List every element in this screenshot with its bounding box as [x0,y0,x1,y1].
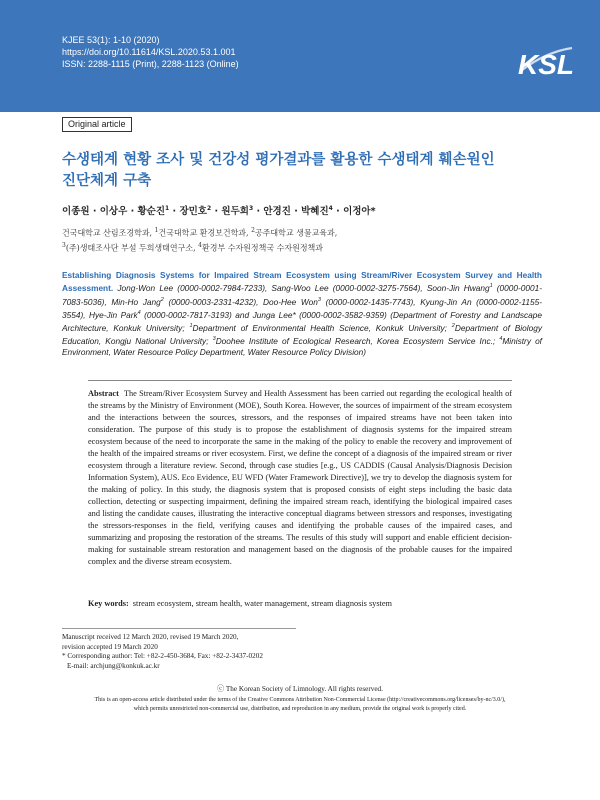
journal-citation: KJEE 53(1): 1-10 (2020) [62,35,160,45]
author-text: · 안경진 · 박혜진 [253,206,329,218]
footnote-email[interactable]: E-mail: archjung@konkuk.ac.kr [67,661,160,670]
author-text: · 장민호 [169,206,207,218]
license-notice [62,696,538,714]
footnote-received: Manuscript received 12 March 2020, revised 19 March 2020, [62,633,239,641]
keywords-text: stream ecosystem, stream health, water management, stream diagnosis system [132,599,392,608]
journal-issn: ISSN: 2288-1115 (Print), 2288-1123 (Online) [62,59,239,69]
keywords [88,598,512,610]
affiliation-mark: 4 [328,205,333,212]
article-type-label: Original article [62,117,132,132]
journal-meta [62,34,239,70]
copyright-notice: ⓒ The Korean Society of Limnology. All rights reserved. [217,685,383,693]
affiliation-mark: 3 [248,205,254,212]
keywords-label: Key words: [88,599,129,608]
author-text: 이종원 · 이상우 · 황순진 [62,206,166,218]
korean-title-line-2: 진단체계 구축 [62,173,152,189]
korean-title [62,150,542,192]
korean-title-line-1: 수생태계 현황 조사 및 건강성 평가결과를 활용한 수생태계 훼손원인 [62,152,495,168]
korean-affiliations [62,225,542,255]
affiliation-mark: 2 [207,205,212,212]
license-line-2: which permits unrestricted non-commercial use, distribution, and reproduction in any medium, provide the original work is properly cited. [133,706,467,712]
footnotes [62,633,362,671]
author-text: · 이정아* [332,206,376,218]
abstract-label: Abstract [88,389,119,398]
license-line-1: This is an open-access article distributed under the terms of the Creative Commons Attribution Non-Commercial License (http://creativecommons.org/licenses/by-nc/3.0/), [94,697,506,703]
affiliation-mark: 1 [165,205,170,212]
svg-text:KSL: KSL [518,49,574,80]
ksl-logo [518,40,574,84]
english-title-block: Establishing Diagnosis Systems for Impaired Stream Ecosystem using Stream/River Ecosystem Survey and Health Assessment. Jong-Won Lee (0000-0002-7984-7233), Sang-Woo Lee (0000-0002-3275-7564), Soon-Jin Hwang$^1$ (0000-0001-7083-5036), Min-Ho Jang$^2$ (0000-0003-2331-4232), Doo-Hee Won$^3$ (0000-0002-1435-7743), Kyung-Jin An (0000-0002-1155-3554), Hye-Jin Park$^4$ (0000-0002-7817-3193) and Junga Lee* (0000-0002-3582-9359) (Department of Forestry and Landscape Architecture, Konkuk University; $^1$Department of Environmental Health Science, Konkuk University; $^2$Department of Biology Education, Kongju National University; $^3$Doohee Institute of Ecological Research, Korea Ecosystem Service Inc.; $^4$Ministry of Environment, Water Resource Policy Department, Water Resource Policy Division) [62,270,542,358]
affiliation-line-1: 건국대학교 산림조경학과, $^1$건국대학교 환경보건학과, $^2$공주대학교 생물교육과, [62,227,338,238]
footnote-divider [62,628,296,629]
abstract [88,388,512,568]
abstract-divider [88,380,512,381]
footnote-accepted: revision accepted 19 March 2020 [62,642,158,651]
footnote-corresponding: * Corresponding author: Tel: +82-2-450-3684, Fax: +82-2-3437-0202 [62,652,263,661]
author-text: · 원두희 [211,206,249,218]
abstract-text: The Stream/River Ecosystem Survey and Health Assessment has been carried out regarding the ecological health of the streams by the Ministry of Environment (MOE), South Korea. However, the sources of impairment of the stream ecosystem and the interactions between the sources, stressors, and the responses of impaired streams have not been taken into consideration. The purpose of this study is to propose the establishment of diagnosis systems for the impaired stream ecosystem because of the need to incorporate the same in the making of the policy to enable the recovery and improvement of the health of the impaired streams or river ecosystem. First, we define the concept of a diagnosis of the impaired stream or river ecosystem through a literature review. Second, through case studies [e.g., US CADDIS (Causal Analysis/Diagnosis Decision Information System), AUS. Eco Evidence, EU WFD (Water Framework Directive)], we try to develop the diagnosis system for the making of policy. In this study, the diagnosis system that is proposed consists of eight steps including the basic data collection, detecting or suspecting impairment, defining the impaired stream reach, identifying the biological impaired cases and listing the candidate causes, illustrating the interactive conceptual diagrams between stressors and responses, investigating the stressors-responses in the field, verifying causes and identifying the probable causes of the impaired cases, and summarizing and proposing the restoration of the streams. The results of this study will support and enable efficient decision-making for sustainable stream restoration and management based on the diagnosis of the probable causes for the impaired complex and the diverse stream ecosystem. [88,389,512,566]
affiliation-line-2: $^3$(주)생태조사단 부설 두희생태연구소, $^4$환경부 수자원정책국 수자원정책과 [62,242,324,253]
english-title: Establishing Diagnosis Systems for Impaired Stream Ecosystem using Stream/River Ecosystem Survey and Health Assessment. [62,270,542,294]
korean-authors [62,203,542,218]
journal-doi[interactable]: https://doi.org/10.11614/KSL.2020.53.1.001 [62,47,236,57]
